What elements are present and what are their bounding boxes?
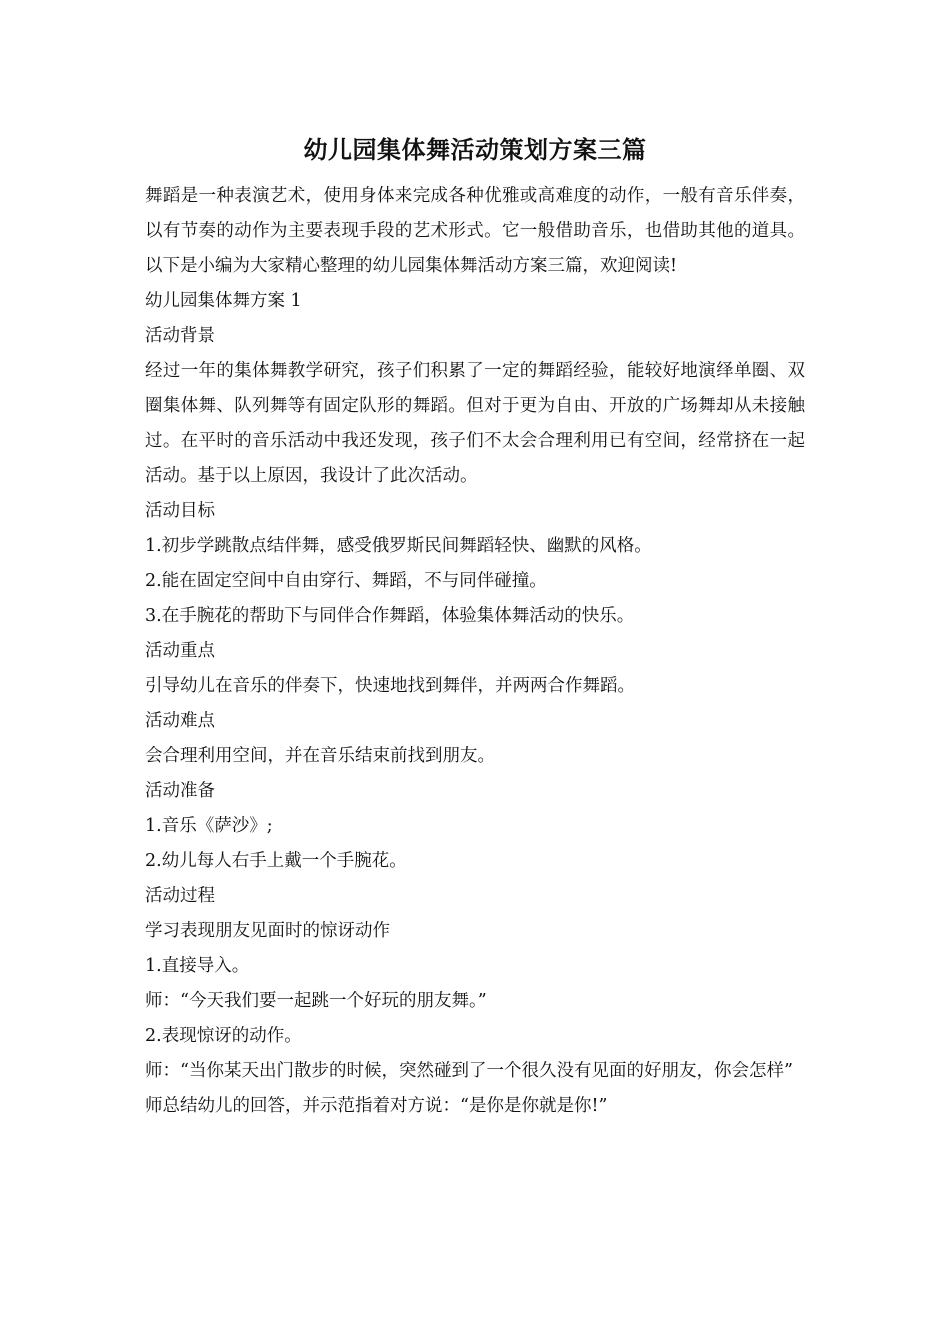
process-step: 1.直接导入。	[145, 956, 250, 976]
process-subheading: 学习表现朋友见面时的惊讶动作	[145, 921, 390, 941]
heading-goals: 活动目标	[145, 501, 215, 521]
section-heading-plan-1: 幼儿园集体舞方案 1	[145, 291, 302, 311]
heading-background: 活动背景	[145, 326, 215, 346]
goal-item: 3.在手腕花的帮助下与同伴合作舞蹈，体验集体舞活动的快乐。	[145, 606, 635, 626]
intro-paragraph: 舞蹈是一种表演艺术，使用身体来完成各种优雅或高难度的动作，一般有音乐伴奏，以有节奏的动作为主要表现手段的艺术形式。它一般借助音乐，也借助其他的道具。以下是小编为大家精心整理的幼儿园集体舞活动方案三篇，欢迎阅读!	[145, 186, 805, 276]
document-title: 幼儿园集体舞活动策划方案三篇	[303, 135, 647, 164]
goal-item: 2.能在固定空间中自由穿行、舞蹈，不与同伴碰撞。	[145, 571, 547, 591]
document-body	[145, 179, 805, 1124]
heading-key-point: 活动重点	[145, 641, 215, 661]
key-point-paragraph: 引导幼儿在音乐的伴奏下，快速地找到舞伴，并两两合作舞蹈。	[145, 676, 635, 696]
heading-preparation: 活动准备	[145, 781, 215, 801]
teacher-summary: 师总结幼儿的回答，并示范指着对方说：“是你是你就是你!”	[145, 1096, 608, 1116]
heading-process: 活动过程	[145, 886, 215, 906]
background-paragraph: 经过一年的集体舞教学研究，孩子们积累了一定的舞蹈经验，能较好地演绎单圈、双圈集体舞、队列舞等有固定队形的舞蹈。但对于更为自由、开放的广场舞却从未接触过。在平时的音乐活动中我还发现，孩子们不太会合理利用已有空间，经常挤在一起活动。基于以上原因，我设计了此次活动。	[145, 361, 805, 486]
preparation-item: 1.音乐《萨沙》;	[145, 816, 273, 836]
process-step: 2.表现惊讶的动作。	[145, 1026, 302, 1046]
goal-item: 1.初步学跳散点结伴舞，感受俄罗斯民间舞蹈轻快、幽默的风格。	[145, 536, 652, 556]
difficulty-paragraph: 会合理利用空间，并在音乐结束前找到朋友。	[145, 746, 495, 766]
teacher-quote: 师：“今天我们要一起跳一个好玩的朋友舞。”	[145, 991, 487, 1011]
document-page	[145, 125, 805, 1124]
heading-difficulty: 活动难点	[145, 711, 215, 731]
preparation-item: 2.幼儿每人右手上戴一个手腕花。	[145, 851, 407, 871]
teacher-quote: 师：“当你某天出门散步的时候，突然碰到了一个很久没有见面的好朋友，你会怎样”	[145, 1061, 793, 1081]
